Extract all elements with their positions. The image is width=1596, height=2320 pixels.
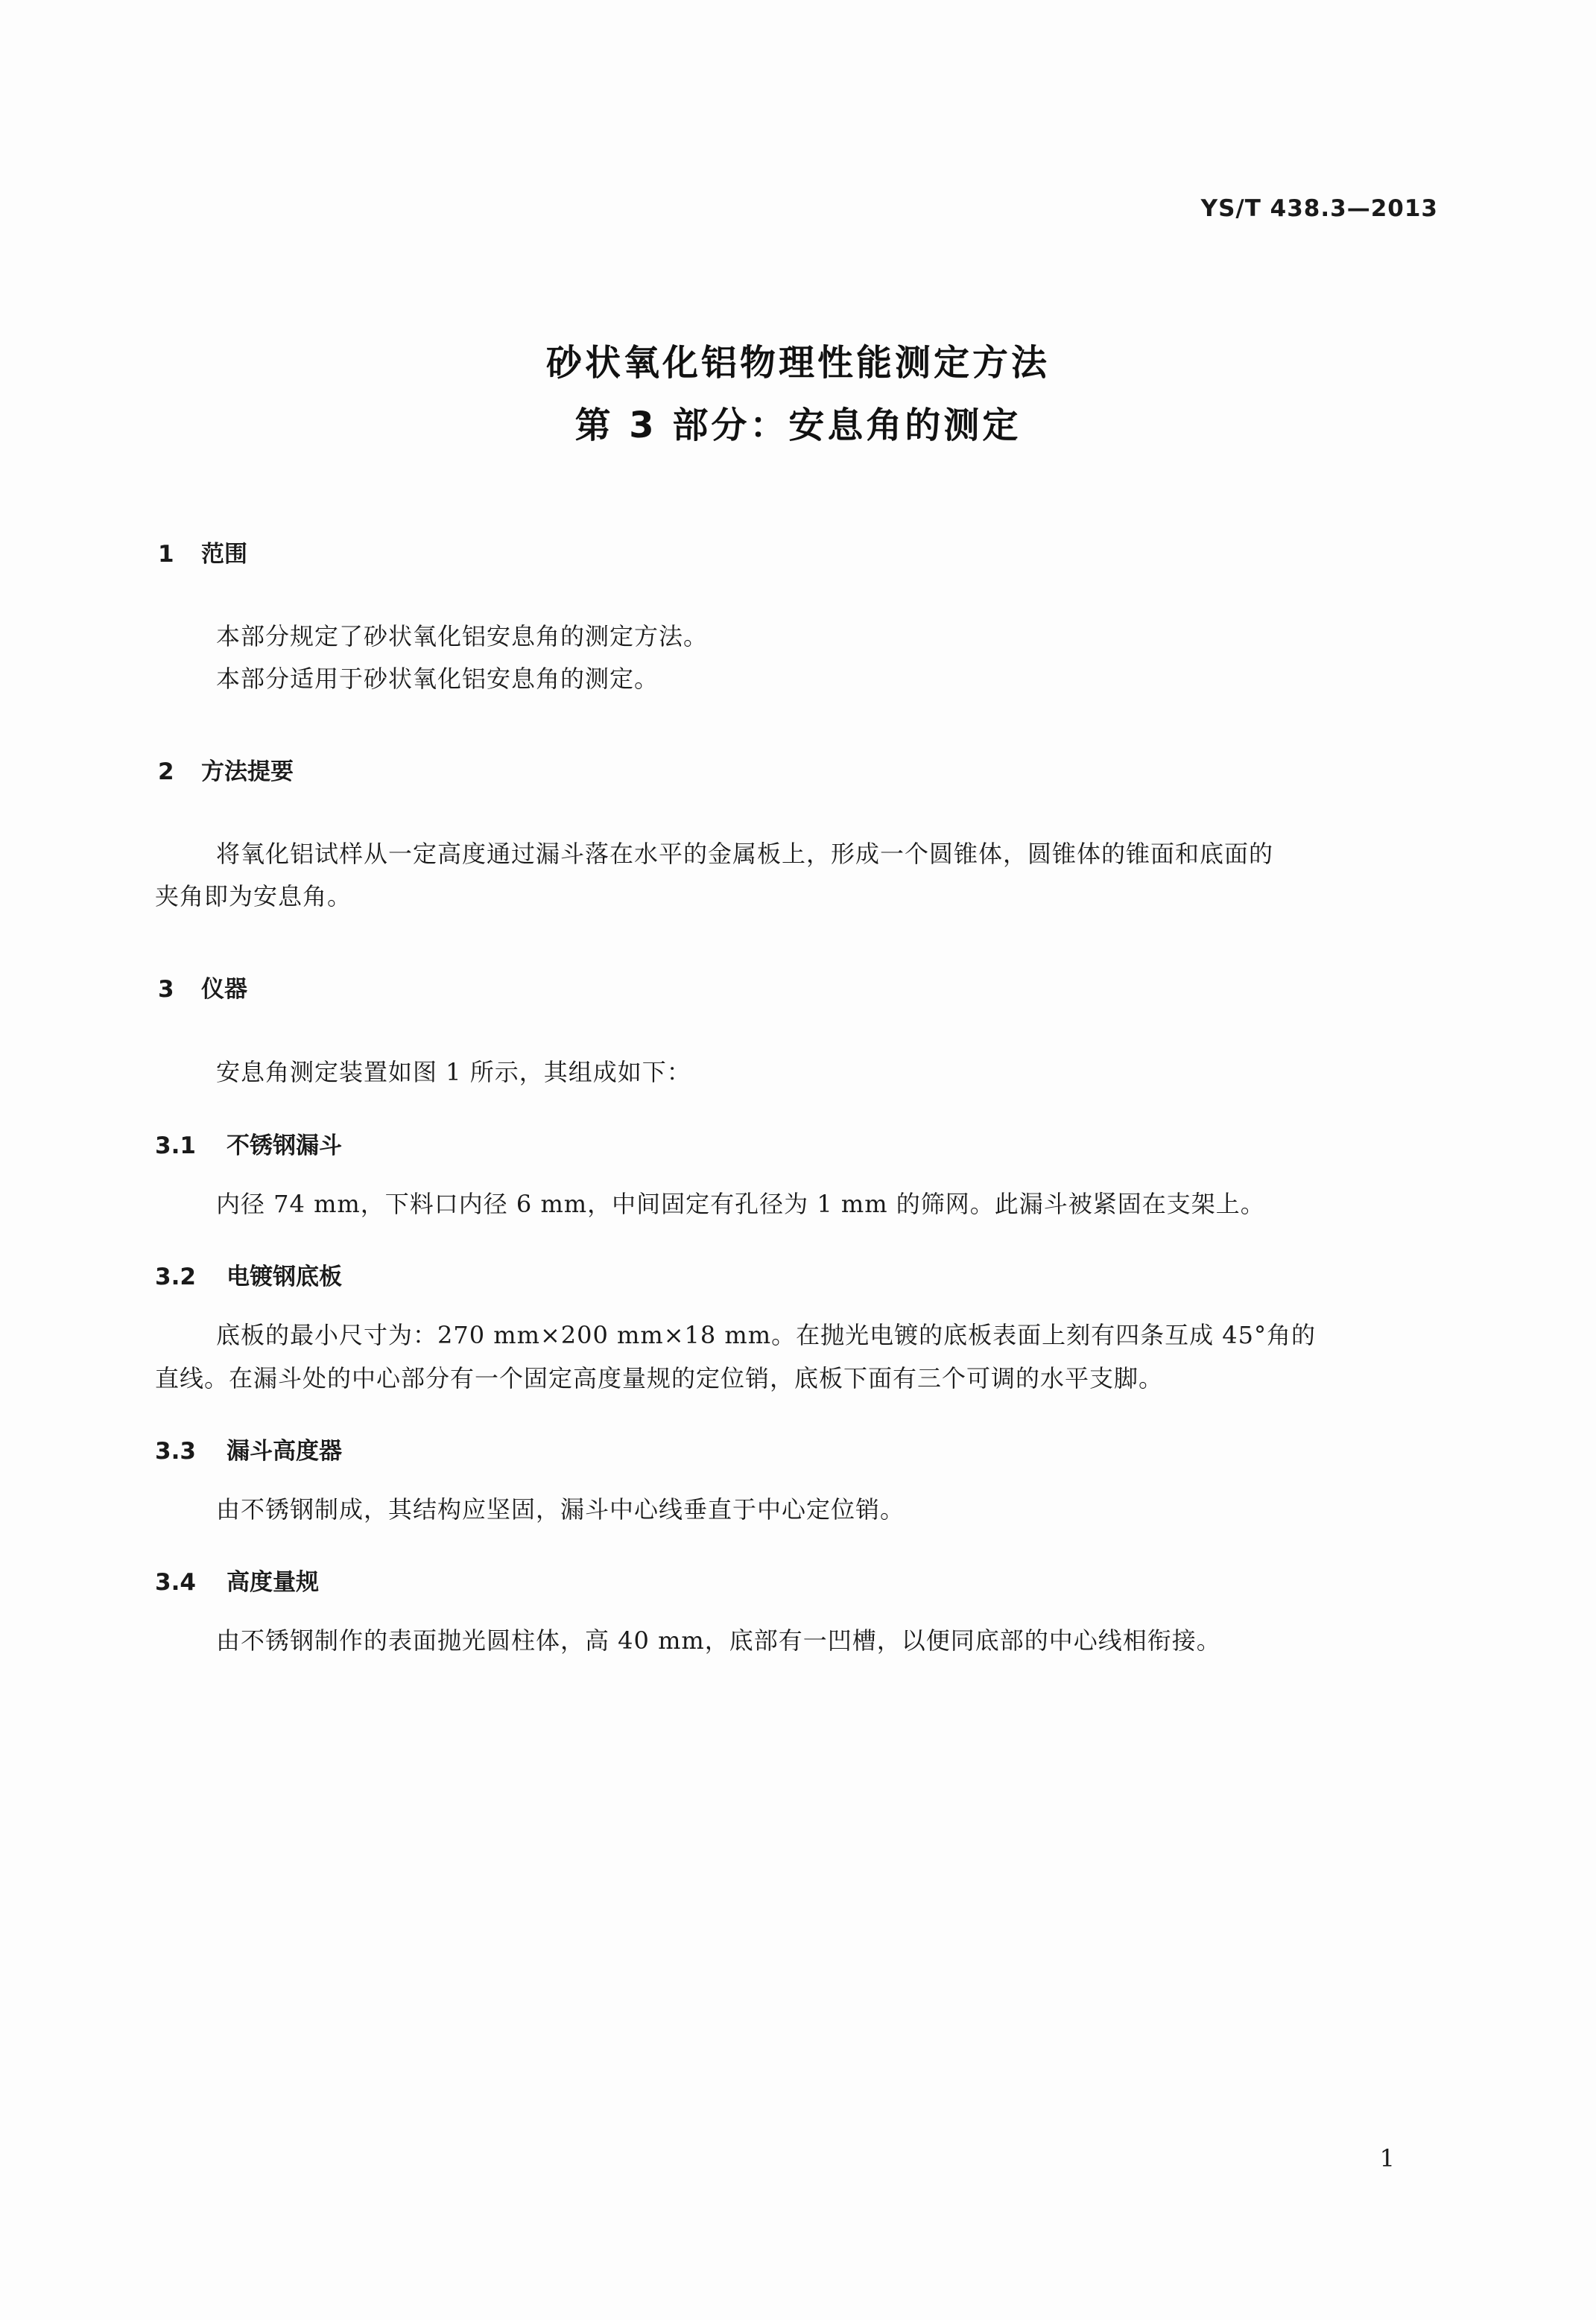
section-1-number: 1 <box>158 541 174 568</box>
subsection-3-2-heading <box>155 1258 342 1291</box>
section-3-title: 仪器 <box>201 976 247 1003</box>
section-1-paragraph-2: 本部分适用于砂状氧化铝安息角的测定。 <box>216 665 659 693</box>
standard-code: YS/T 438.3—2013 <box>1200 195 1438 222</box>
subsection-3-1-title: 不锈钢漏斗 <box>227 1132 342 1159</box>
subsection-3-3-text: 由不锈钢制成，其结构应坚固，漏斗中心线垂直于中心定位销。 <box>216 1495 905 1524</box>
subsection-3-4-number: 3.4 <box>155 1569 196 1596</box>
section-3-intro: 安息角测定装置如图 1 所示，其组成如下： <box>216 1058 691 1086</box>
subsection-3-2-text-line-2: 直线。在漏斗处的中心部分有一个固定高度量规的定位销，底板下面有三个可调的水平支脚。 <box>155 1364 1164 1392</box>
section-2-number: 2 <box>158 758 174 785</box>
section-1-paragraph-1: 本部分规定了砂状氧化铝安息角的测定方法。 <box>216 622 709 650</box>
subsection-3-1-number: 3.1 <box>155 1132 196 1159</box>
page-number: 1 <box>1379 2144 1395 2172</box>
subsection-3-2-number: 3.2 <box>155 1264 196 1290</box>
document-subtitle: 第 3 部分：安息角的测定 <box>574 405 1022 446</box>
section-3-heading <box>155 970 247 1004</box>
section-1-title: 范围 <box>201 541 247 568</box>
subsection-3-1-text: 内径 74 mm，下料口内径 6 mm，中间固定有孔径为 1 mm 的筛网。此漏斗被紧固在支架上。 <box>216 1190 1265 1218</box>
section-3-number: 3 <box>158 976 174 1003</box>
subsection-3-3-number: 3.3 <box>155 1438 196 1465</box>
subsection-3-3-heading <box>155 1432 342 1465</box>
subsection-3-3-title: 漏斗高度器 <box>227 1438 342 1465</box>
subsection-3-4-title: 高度量规 <box>227 1569 319 1596</box>
section-2-paragraph-line-1: 将氧化铝试样从一定高度通过漏斗落在水平的金属板上，形成一个圆锥体，圆锥体的锥面和底面的 <box>216 840 1274 868</box>
section-1-heading <box>155 535 247 568</box>
subsection-3-4-text: 由不锈钢制作的表面抛光圆柱体，高 40 mm，底部有一凹槽，以便同底部的中心线相衔接。 <box>216 1626 1221 1655</box>
section-2-paragraph-line-2: 夹角即为安息角。 <box>155 882 352 910</box>
document-title: 砂状氧化铝物理性能测定方法 <box>545 342 1050 384</box>
subsection-3-2-title: 电镀钢底板 <box>227 1264 342 1290</box>
section-2-heading <box>155 752 294 786</box>
subsection-3-4-heading <box>155 1563 319 1597</box>
subsection-3-1-heading <box>155 1126 342 1160</box>
subsection-3-2-text-line-1: 底板的最小尺寸为：270 mm×200 mm×18 mm。在抛光电镀的底板表面上刻有四条互成 45°角的 <box>216 1321 1316 1349</box>
section-2-title: 方法提要 <box>201 758 294 785</box>
